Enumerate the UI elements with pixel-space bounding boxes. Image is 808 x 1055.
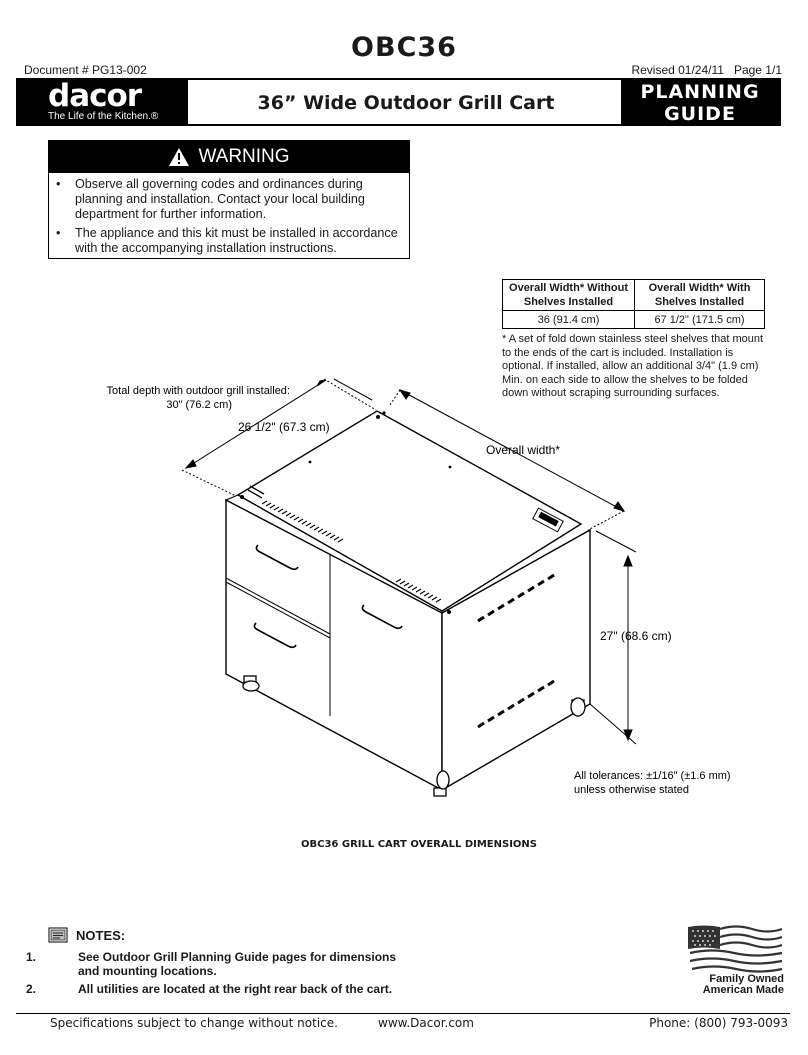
warning-list	[49, 177, 409, 256]
diagram-caption: OBC36 GRILL CART OVERALL DIMENSIONS	[301, 839, 537, 850]
tolerance-line1: All tolerances: ±1/16" (±1.6 mm)	[574, 770, 731, 782]
table-cell-with-shelves: 67 1/2" (171.5 cm)	[635, 311, 765, 329]
note-text-continued: and mounting locations.	[78, 964, 217, 978]
note-text: All utilities are located at the right rear back of the cart.	[78, 982, 393, 996]
badge-line2: American Made	[702, 984, 784, 996]
document-number: Document # PG13-002	[24, 63, 147, 77]
brand-wordmark: dacor	[48, 78, 142, 114]
warning-item: • The appliance and this kit must be installed in accordance with the accompanying installation instructions.	[75, 226, 409, 256]
depth-label-line2: 30" (76.2 cm)	[166, 399, 232, 411]
shelves-footnote: * A set of fold down stainless steel shelves that mount to the ends of the cart is included. Installation is optional. If installed, allow an additional 3/4" (1.9 cm) Min. on each side to allow the shelves to be folded down without scraping surrounding surfaces.	[502, 333, 764, 399]
us-flag-icon	[686, 923, 784, 975]
height-dimension: 27" (68.6 cm)	[600, 629, 672, 643]
notes-list	[26, 950, 396, 1000]
header-bar	[16, 78, 781, 126]
guide-label-line2: GUIDE	[664, 103, 736, 125]
badge-line1: Family Owned	[709, 973, 784, 985]
note-number: 2.	[26, 982, 37, 996]
footer-disclaimer: Specifications subject to change without notice.	[50, 1016, 338, 1030]
brand-tagline: The Life of the Kitchen.®	[48, 111, 159, 122]
table-header-with-shelves: Overall Width* With Shelves Installed	[635, 280, 765, 311]
warning-header	[49, 141, 409, 173]
footer-divider	[16, 1013, 790, 1014]
revision-info: Revised 01/24/11 Page 1/1	[631, 63, 782, 77]
warning-triangle-icon	[168, 147, 190, 167]
note-item	[26, 982, 396, 996]
guide-label-line1: PLANNING	[640, 81, 760, 103]
model-number: OBC36	[351, 32, 457, 63]
footer-website: www.Dacor.com	[378, 1016, 474, 1030]
dimensions-table	[502, 279, 765, 329]
planning-guide-label	[621, 80, 779, 124]
note-number: 1.	[26, 950, 37, 964]
warning-item: • Observe all governing codes and ordinances during planning and installation. Contact your local building department for further information.	[75, 177, 409, 222]
depth-label-line1: Total depth with outdoor grill installed:	[106, 385, 290, 397]
document-title: 36” Wide Outdoor Grill Cart	[257, 92, 555, 114]
notes-icon	[48, 927, 68, 943]
tolerance-line2: unless otherwise stated	[574, 784, 689, 796]
warning-box	[48, 140, 410, 259]
width-dimension: Overall width*	[486, 443, 561, 457]
note-item	[26, 950, 396, 978]
note-text: See Outdoor Grill Planning Guide pages for dimensions	[78, 950, 397, 964]
depth-dimension: 26 1/2" (67.3 cm)	[238, 420, 330, 434]
american-made-badge	[686, 923, 784, 1003]
warning-title: WARNING	[198, 146, 290, 167]
notes-header	[48, 927, 125, 943]
notes-title: NOTES:	[76, 927, 126, 943]
table-header-without-shelves: Overall Width* Without Shelves Installed	[503, 280, 635, 311]
footer-phone: Phone: (800) 793-0093	[649, 1016, 788, 1030]
table-cell-without-shelves: 36 (91.4 cm)	[503, 311, 635, 329]
badge-text	[686, 974, 784, 996]
grill-cart-illustration	[0, 370, 808, 810]
brand-logo	[18, 80, 188, 124]
